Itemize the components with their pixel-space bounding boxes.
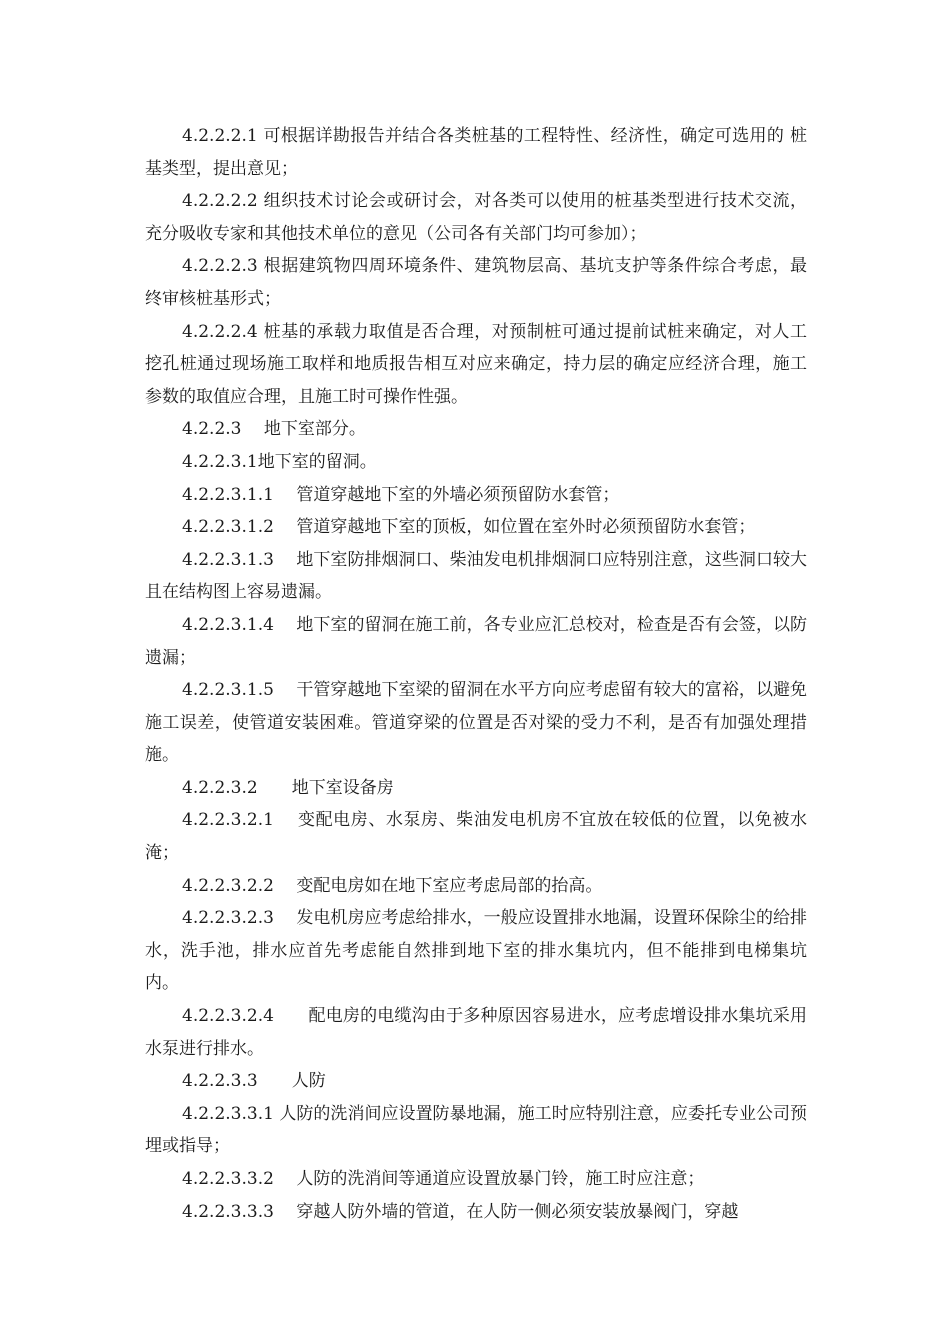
clause-text: 干管穿越地下室梁的留洞在水平方向应考虑留有较大的富裕，以避免施工误差，使管道安装困难。管道穿梁的位置是否对梁的受力不利，是否有加强处理措施。 [145,680,807,766]
clause-text: 管道穿越地下室的顶板，如位置在室外时必须预留防水套管； [296,517,756,538]
clause-number: 4.2.2.2.4 [182,321,258,342]
clause-number: 4.2.2.3.3 [182,1071,258,1092]
clause-text: 配电房的电缆沟由于多种原因容易进水，应考虑增设排水集坑采用水泵进行排水。 [145,1006,808,1059]
clause-number: 4.2.2.3.2.2 [182,875,274,896]
clause-number: 4.2.2.3.2.4 [182,1006,274,1027]
paragraph-4-2-2-3-2-1 [145,804,807,869]
paragraph-4-2-2-2-1 [145,120,807,185]
clause-number: 4.2.2.3.1.5 [182,680,274,701]
clause-number: 4.2.2.3.2.3 [182,908,274,929]
paragraph-4-2-2-2-2 [145,185,807,250]
paragraph-4-2-2-3-1-3 [145,544,807,609]
clause-number: 4.2.2.3.2 [182,777,258,798]
clause-text: 变配电房如在地下室应考虑局部的抬高。 [296,875,603,896]
clause-text: 地下室部分。 [263,419,366,440]
clause-number: 4.2.2.3.3.1 [182,1103,274,1124]
clause-text: 组织技术讨论会或研讨会，对各类可以使用的桩基类型进行技术交流，充分吸收专家和其他技术单位的意见（公司各有关部门均可参加）； [145,191,808,244]
clause-number: 4.2.2.3 [182,419,242,440]
paragraph-4-2-2-3-1 [145,446,807,479]
paragraph-4-2-2-3-2-4 [145,1000,807,1065]
paragraph-4-2-2-3-3-2 [145,1163,807,1196]
document-body [145,120,807,1228]
paragraph-4-2-2-3-1-4 [145,609,807,674]
clause-number: 4.2.2.3.1 [182,451,258,472]
clause-text: 桩基的承载力取值是否合理，对预制桩可通过提前试桩来确定，对人工挖孔桩通过现场施工取样和地质报告相互对应来确定，持力层的确定应经济合理，施工参数的取值应合理，且施工时可操作性强。 [145,321,808,407]
clause-text: 人防 [291,1071,326,1092]
paragraph-4-2-2-3-1-1 [145,479,807,512]
clause-text: 人防的洗消间等通道应设置放暴门铃，施工时应注意； [296,1169,705,1189]
paragraph-4-2-2-2-3 [145,250,807,315]
clause-number: 4.2.2.3.3.2 [182,1169,274,1189]
clause-text: 发电机房应考虑给排水，一般应设置排水地漏，设置环保除尘的给排水，洗手池，排水应首先考虑能自然排到地下室的排水集坑内，但不能排到电梯集坑内。 [145,908,807,994]
clause-number: 4.2.2.2.1 [182,126,258,146]
clause-text: 地下室的留洞。 [257,451,377,472]
clause-text: 可根据详勘报告并结合各类桩基的工程特性、经济性，确定可选用的 桩基类型，提出意见； [145,126,807,179]
clause-text: 地下室防排烟洞口、柴油发电机排烟洞口应特别注意，这些洞口较大且在结构图上容易遗漏。 [145,549,807,603]
clause-number: 4.2.2.3.2.1 [182,810,274,831]
paragraph-4-2-2-3-3 [145,1065,807,1098]
clause-text: 穿越人防外墙的管道，在人防一侧必须安装放暴阀门，穿越 [296,1201,739,1222]
clause-number: 4.2.2.2.2 [182,191,258,212]
clause-number: 4.2.2.3.1.2 [182,517,274,538]
paragraph-4-2-2-3-2-3 [145,902,807,1000]
paragraph-4-2-2-3-3-1 [145,1098,807,1163]
clause-text: 变配电房、水泵房、柴油发电机房不宜放在较低的位置，以免被水淹； [145,810,808,864]
paragraph-4-2-2-3 [145,413,807,446]
paragraph-4-2-2-3-1-5 [145,674,807,772]
clause-text: 根据建筑物四周环境条件、建筑物层高、基坑支护等条件综合考虑，最终审核桩基形式； [145,256,808,309]
paragraph-4-2-2-3-1-2 [145,511,807,544]
paragraph-4-2-2-3-2-2 [145,870,807,903]
clause-number: 4.2.2.3.1.1 [182,484,274,505]
paragraph-4-2-2-2-4 [145,316,807,414]
clause-text: 地下室的留洞在施工前，各专业应汇总校对，检查是否有会签，以防遗漏； [145,614,807,668]
clause-text: 人防的洗消间应设置防暴地漏，施工时应特别注意，应委托专业公司预埋或指导； [145,1103,808,1157]
clause-text: 管道穿越地下室的外墙必须预留防水套管； [296,484,620,505]
clause-number: 4.2.2.3.3.3 [182,1201,274,1222]
paragraph-4-2-2-3-3-3 [145,1196,807,1229]
clause-text: 地下室设备房 [291,777,394,798]
clause-number: 4.2.2.3.1.4 [182,614,274,635]
clause-number: 4.2.2.3.1.3 [182,549,274,570]
paragraph-4-2-2-3-2 [145,772,807,805]
clause-number: 4.2.2.2.3 [182,256,258,277]
